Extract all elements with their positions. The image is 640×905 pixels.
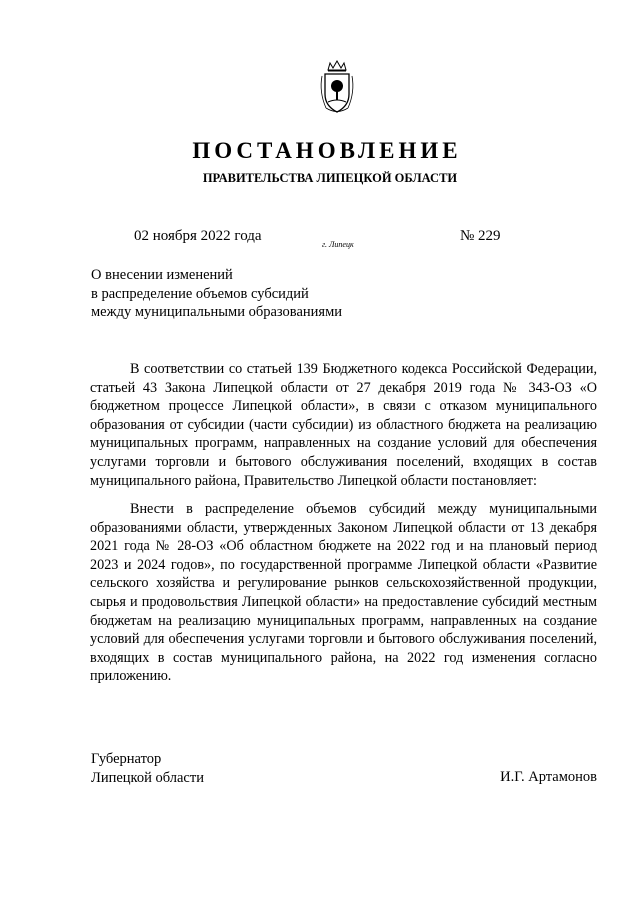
body-paragraph-1: В соответствии со статьей 139 Бюджетного кодекса Российской Федерации, статьей 43 Закона Липецкой области от 27 декабря 2019 года № 343-ОЗ «О бюджетном процессе Липецкой области», в связи с отказом муниципального образования от субсидии (части субсидии) из областного бюджета на реализацию муниципальных программ, направленных на создание условий для обеспечения услугами торговли и бытового обслуживания поселений, входящих в состав муниципального района, Правительство Липецкой области постановляет: xyxy=(90,361,597,489)
coat-of-arms-icon xyxy=(316,60,358,116)
heading-line: в распределение объемов субсидий xyxy=(91,285,309,302)
heading-line: О внесении изменений xyxy=(91,267,233,283)
document-place: г. Липецк xyxy=(322,240,354,249)
body-paragraph-2: Внести в распределение объемов субсидий между муниципальными образованиями области, утвержденных Законом Липецкой области от 13 декабря 2021 года № 28-ОЗ «Об областном бюджете на 2022 год и на плановый период 2023 и 2024 годов», по государственной программе Липецкой области «Развитие сельского хозяйства и регулирование рынков сельскохозяйственной продукции, сырья и продовольствия Липецкой области» на предоставление субсидий местным бюджетам на реализацию муниципальных программ, направленных на создание условий для обеспечения услугами торговли и бытового обслуживания поселений, входящих в состав муниципального района, на 2022 год изменения согласно приложению. xyxy=(90,501,597,685)
document-heading xyxy=(91,266,342,322)
document-date: 02 ноября 2022 года xyxy=(134,228,262,244)
signature-position-line: Губернатор xyxy=(91,751,162,767)
document-number: № 229 xyxy=(460,228,501,244)
signature-position xyxy=(91,750,204,787)
heading-line: между муниципальными образованиями xyxy=(91,304,343,320)
signature-name: И.Г. Артамонов xyxy=(500,769,597,785)
signature-position-line: Липецкой области xyxy=(91,769,204,786)
document-subtitle: ПРАВИТЕЛЬСТВА ЛИПЕЦКОЙ ОБЛАСТИ xyxy=(202,171,458,185)
document-title: ПОСТАНОВЛЕНИЕ xyxy=(192,138,462,163)
